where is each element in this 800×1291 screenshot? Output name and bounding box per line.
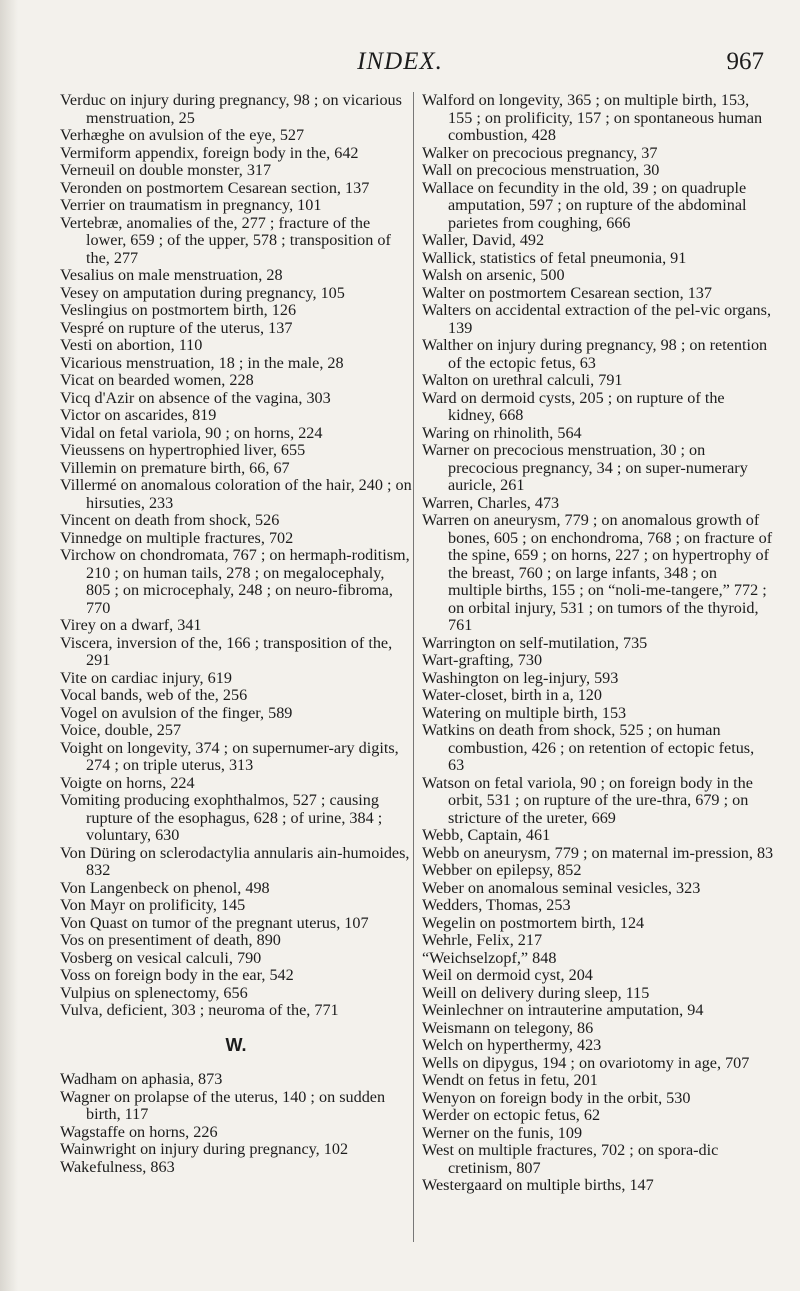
index-entry: Vite on cardiac injury, 619	[60, 668, 232, 687]
index-entry: Vulva, deficient, 303 ; neuroma of the, 771	[60, 1001, 339, 1019]
index-entry: Wegelin on postmortem birth, 124	[422, 913, 645, 932]
index-entry: Vosberg on vesical calculi, 790	[60, 948, 262, 967]
index-entry: Walter on postmortem Cesarean section, 137	[422, 283, 712, 302]
index-entry: Watkins on death from shock, 525 ; on human combustion, 426 ; on retention of ectopic fetus, 63	[422, 721, 755, 774]
index-entry: Weinlechner on intrauterine amputation, 94	[422, 1001, 704, 1019]
right-column	[422, 92, 774, 1195]
index-entry: Warrington on self-mutilation, 735	[422, 633, 648, 652]
index-entry: Vicat on bearded women, 228	[60, 371, 254, 389]
index-entry: Weil on dermoid cyst, 204	[422, 966, 593, 984]
left-column	[60, 92, 412, 1176]
index-entry: Villermé on anomalous coloration of the hair, 240 ; on hirsuties, 233	[60, 476, 412, 512]
index-entry: Vinnedge on multiple fractures, 702	[60, 528, 294, 547]
index-entry: Vermiform appendix, foreign body in the, 642	[60, 143, 359, 162]
index-entry: Wehrle, Felix, 217	[422, 931, 543, 949]
index-entry: Vomiting producing exophthalmos, 527 ; causing rupture of the esophagus, 628 ; of urine, 384 ; voluntary, 630	[60, 791, 383, 844]
index-entry: Washington on leg-injury, 593	[422, 668, 619, 687]
index-entry: Webb, Captain, 461	[422, 826, 551, 844]
index-entry: Westergaard on multiple births, 147	[422, 1176, 654, 1194]
index-entry: Webber on epilepsy, 852	[422, 861, 582, 879]
index-entry: Von Düring on sclerodactylia annularis ain-humoides, 832	[60, 843, 410, 879]
index-entry: Villemin on premature birth, 66, 67	[60, 458, 290, 477]
index-entry: Walters on accidental extraction of the pel-vic organs, 139	[422, 301, 771, 337]
index-entry: Wagner on prolapse of the uterus, 140 ; on sudden birth, 117	[60, 1087, 386, 1123]
index-entry: Ward on dermoid cysts, 205 ; on rupture of the kidney, 668	[422, 388, 725, 424]
page-header	[0, 48, 800, 78]
index-entry: Wadham on aphasia, 873	[60, 1070, 223, 1088]
index-entry: Wall on precocious menstruation, 30	[422, 161, 660, 179]
page-edge-shadow	[0, 0, 18, 1291]
index-entry: Vidal on fetal variola, 90 ; on horns, 224	[60, 423, 323, 442]
index-entries-v	[60, 92, 412, 1020]
index-entry: Walsh on arsenic, 500	[422, 266, 565, 284]
index-entry: Viscera, inversion of the, 166 ; transposition of the, 291	[60, 633, 393, 669]
index-entry: Walther on injury during pregnancy, 98 ; on retention of the ectopic fetus, 63	[422, 336, 768, 372]
index-entry: Virey on a dwarf, 341	[60, 616, 202, 634]
index-entry: Von Quast on tumor of the pregnant uterus, 107	[60, 913, 369, 932]
index-entry: Vesti on abortion, 110	[60, 336, 203, 354]
index-entry: Vesalius on male menstruation, 28	[60, 266, 283, 284]
index-entry: Vespré on rupture of the uterus, 137	[60, 318, 293, 337]
index-entry: Veslingius on postmortem birth, 126	[60, 301, 297, 319]
index-entry: Verrier on traumatism in pregnancy, 101	[60, 196, 322, 214]
index-entry: Vogel on avulsion of the finger, 589	[60, 703, 293, 722]
index-entry: Werner on the funis, 109	[422, 1123, 583, 1142]
index-entry: Waring on rhinolith, 564	[422, 423, 582, 442]
index-entry: Weismann on telegony, 86	[422, 1018, 594, 1037]
index-entry: Voight on longevity, 374 ; on supernumer-ary digits, 274 ; on triple uterus, 313	[60, 738, 399, 774]
index-entry: Vesey on amputation during pregnancy, 105	[60, 283, 345, 302]
index-entry: Warren on aneurysm, 779 ; on anomalous growth of bones, 605 ; on enchondroma, 768 ; on fracture of the spine, 659 ; on horns, 227 ; on hypertrophy of the breast, 760 ; on large infants, 348 ; on multiple births, 155 ; on “noli-me-tangere,” 772 ; on orbital injury, 531 ; on tumors of the thyroid, 761	[422, 511, 773, 634]
index-entry: Wakefulness, 863	[60, 1157, 175, 1176]
index-entry: Verneuil on double monster, 317	[60, 161, 272, 179]
index-entry: Wagstaffe on horns, 226	[60, 1122, 218, 1141]
column-divider	[413, 92, 414, 1242]
index-entry: Wells on dipygus, 194 ; on ovariotomy in age, 707	[422, 1053, 750, 1072]
index-entry: Wallace on fecundity in the old, 39 ; on quadruple amputation, 597 ; on rupture of the abdominal parietes from coughing, 666	[422, 178, 747, 232]
index-entry: Walton on urethral calculi, 791	[422, 371, 623, 389]
index-entry: Vulpius on splenectomy, 656	[60, 983, 248, 1002]
index-entry: Warner on precocious menstruation, 30 ; on precocious pregnancy, 34 ; on super-numerary auricle, 261	[422, 441, 748, 494]
index-entry: Virchow on chondromata, 767 ; on hermaph-roditism, 210 ; on human tails, 278 ; on megalocephaly, 805 ; on microcephaly, 248 ; on neuro-fibroma, 770	[60, 546, 410, 617]
index-entry: Werder on ectopic fetus, 62	[422, 1106, 601, 1124]
index-entry: Vocal bands, web of the, 256	[60, 686, 248, 704]
index-entry: Von Langenbeck on phenol, 498	[60, 878, 270, 897]
index-entry: Wainwright on injury during pregnancy, 102	[60, 1140, 349, 1158]
index-entry: Wallick, statistics of fetal pneumonia, 91	[422, 248, 687, 267]
index-entry: Walford on longevity, 365 ; on multiple birth, 153, 155 ; on prolificity, 157 ; on spontaneous human combustion, 428	[422, 91, 763, 144]
index-entry: “Weichselzopf,” 848	[422, 948, 557, 967]
index-entry: Veronden on postmortem Cesarean section, 137	[60, 178, 370, 197]
index-entry: Vincent on death from shock, 526	[60, 511, 280, 529]
index-entry: Webb on aneurysm, 779 ; on maternal im-pression, 83	[422, 843, 774, 862]
index-entry: Voigte on horns, 224	[60, 773, 195, 792]
index-entry: Voice, double, 257	[60, 721, 182, 739]
index-entry: Von Mayr on prolificity, 145	[60, 896, 246, 914]
index-entry: Waller, David, 492	[422, 231, 545, 249]
index-entry: Weber on anomalous seminal vesicles, 323	[422, 878, 701, 897]
index-entry: Watson on fetal variola, 90 ; on foreign body in the orbit, 531 ; on rupture of the ure-thra, 679 ; on stricture of the ureter, 669	[422, 773, 753, 827]
index-entry: Wart-grafting, 730	[422, 651, 543, 669]
index-entry: Water-closet, birth in a, 120	[422, 686, 602, 704]
index-entry: Verhæghe on avulsion of the eye, 527	[60, 126, 305, 144]
index-entry: West on multiple fractures, 702 ; on spora-dic cretinism, 807	[422, 1141, 719, 1177]
index-entry: Walker on precocious pregnancy, 37	[422, 143, 658, 162]
index-entries-w	[422, 92, 774, 1195]
section-letter-w: W.	[225, 1034, 247, 1055]
index-entry: Weill on delivery during sleep, 115	[422, 983, 650, 1002]
index-entry: Wenyon on foreign body in the orbit, 530	[422, 1088, 691, 1107]
index-entry: Vos on presentiment of death, 890	[60, 931, 281, 949]
page-number: 967	[726, 48, 764, 75]
index-entry: Vicarious menstruation, 18 ; in the male, 28	[60, 353, 344, 372]
index-entry: Wedders, Thomas, 253	[422, 896, 571, 914]
index-entry: Victor on ascarides, 819	[60, 406, 217, 424]
index-entry: Welch on hyperthermy, 423	[422, 1036, 602, 1054]
running-title: INDEX.	[357, 48, 443, 75]
index-entry: Verduc on injury during pregnancy, 98 ; on vicarious menstruation, 25	[60, 91, 402, 127]
index-entry: Watering on multiple birth, 153	[422, 703, 627, 722]
index-entry: Warren, Charles, 473	[422, 493, 560, 512]
index-entries-w-start	[60, 1071, 412, 1176]
index-entry: Voss on foreign body in the ear, 542	[60, 966, 294, 984]
index-entry: Vicq d'Azir on absence of the vagina, 303	[60, 388, 331, 407]
index-entry: Vieussens on hypertrophied liver, 655	[60, 441, 306, 459]
index-entry: Vertebræ, anomalies of the, 277 ; fracture of the lower, 659 ; of the upper, 578 ; transposition of the, 277	[60, 213, 391, 267]
index-entry: Wendt on fetus in fetu, 201	[422, 1071, 598, 1089]
